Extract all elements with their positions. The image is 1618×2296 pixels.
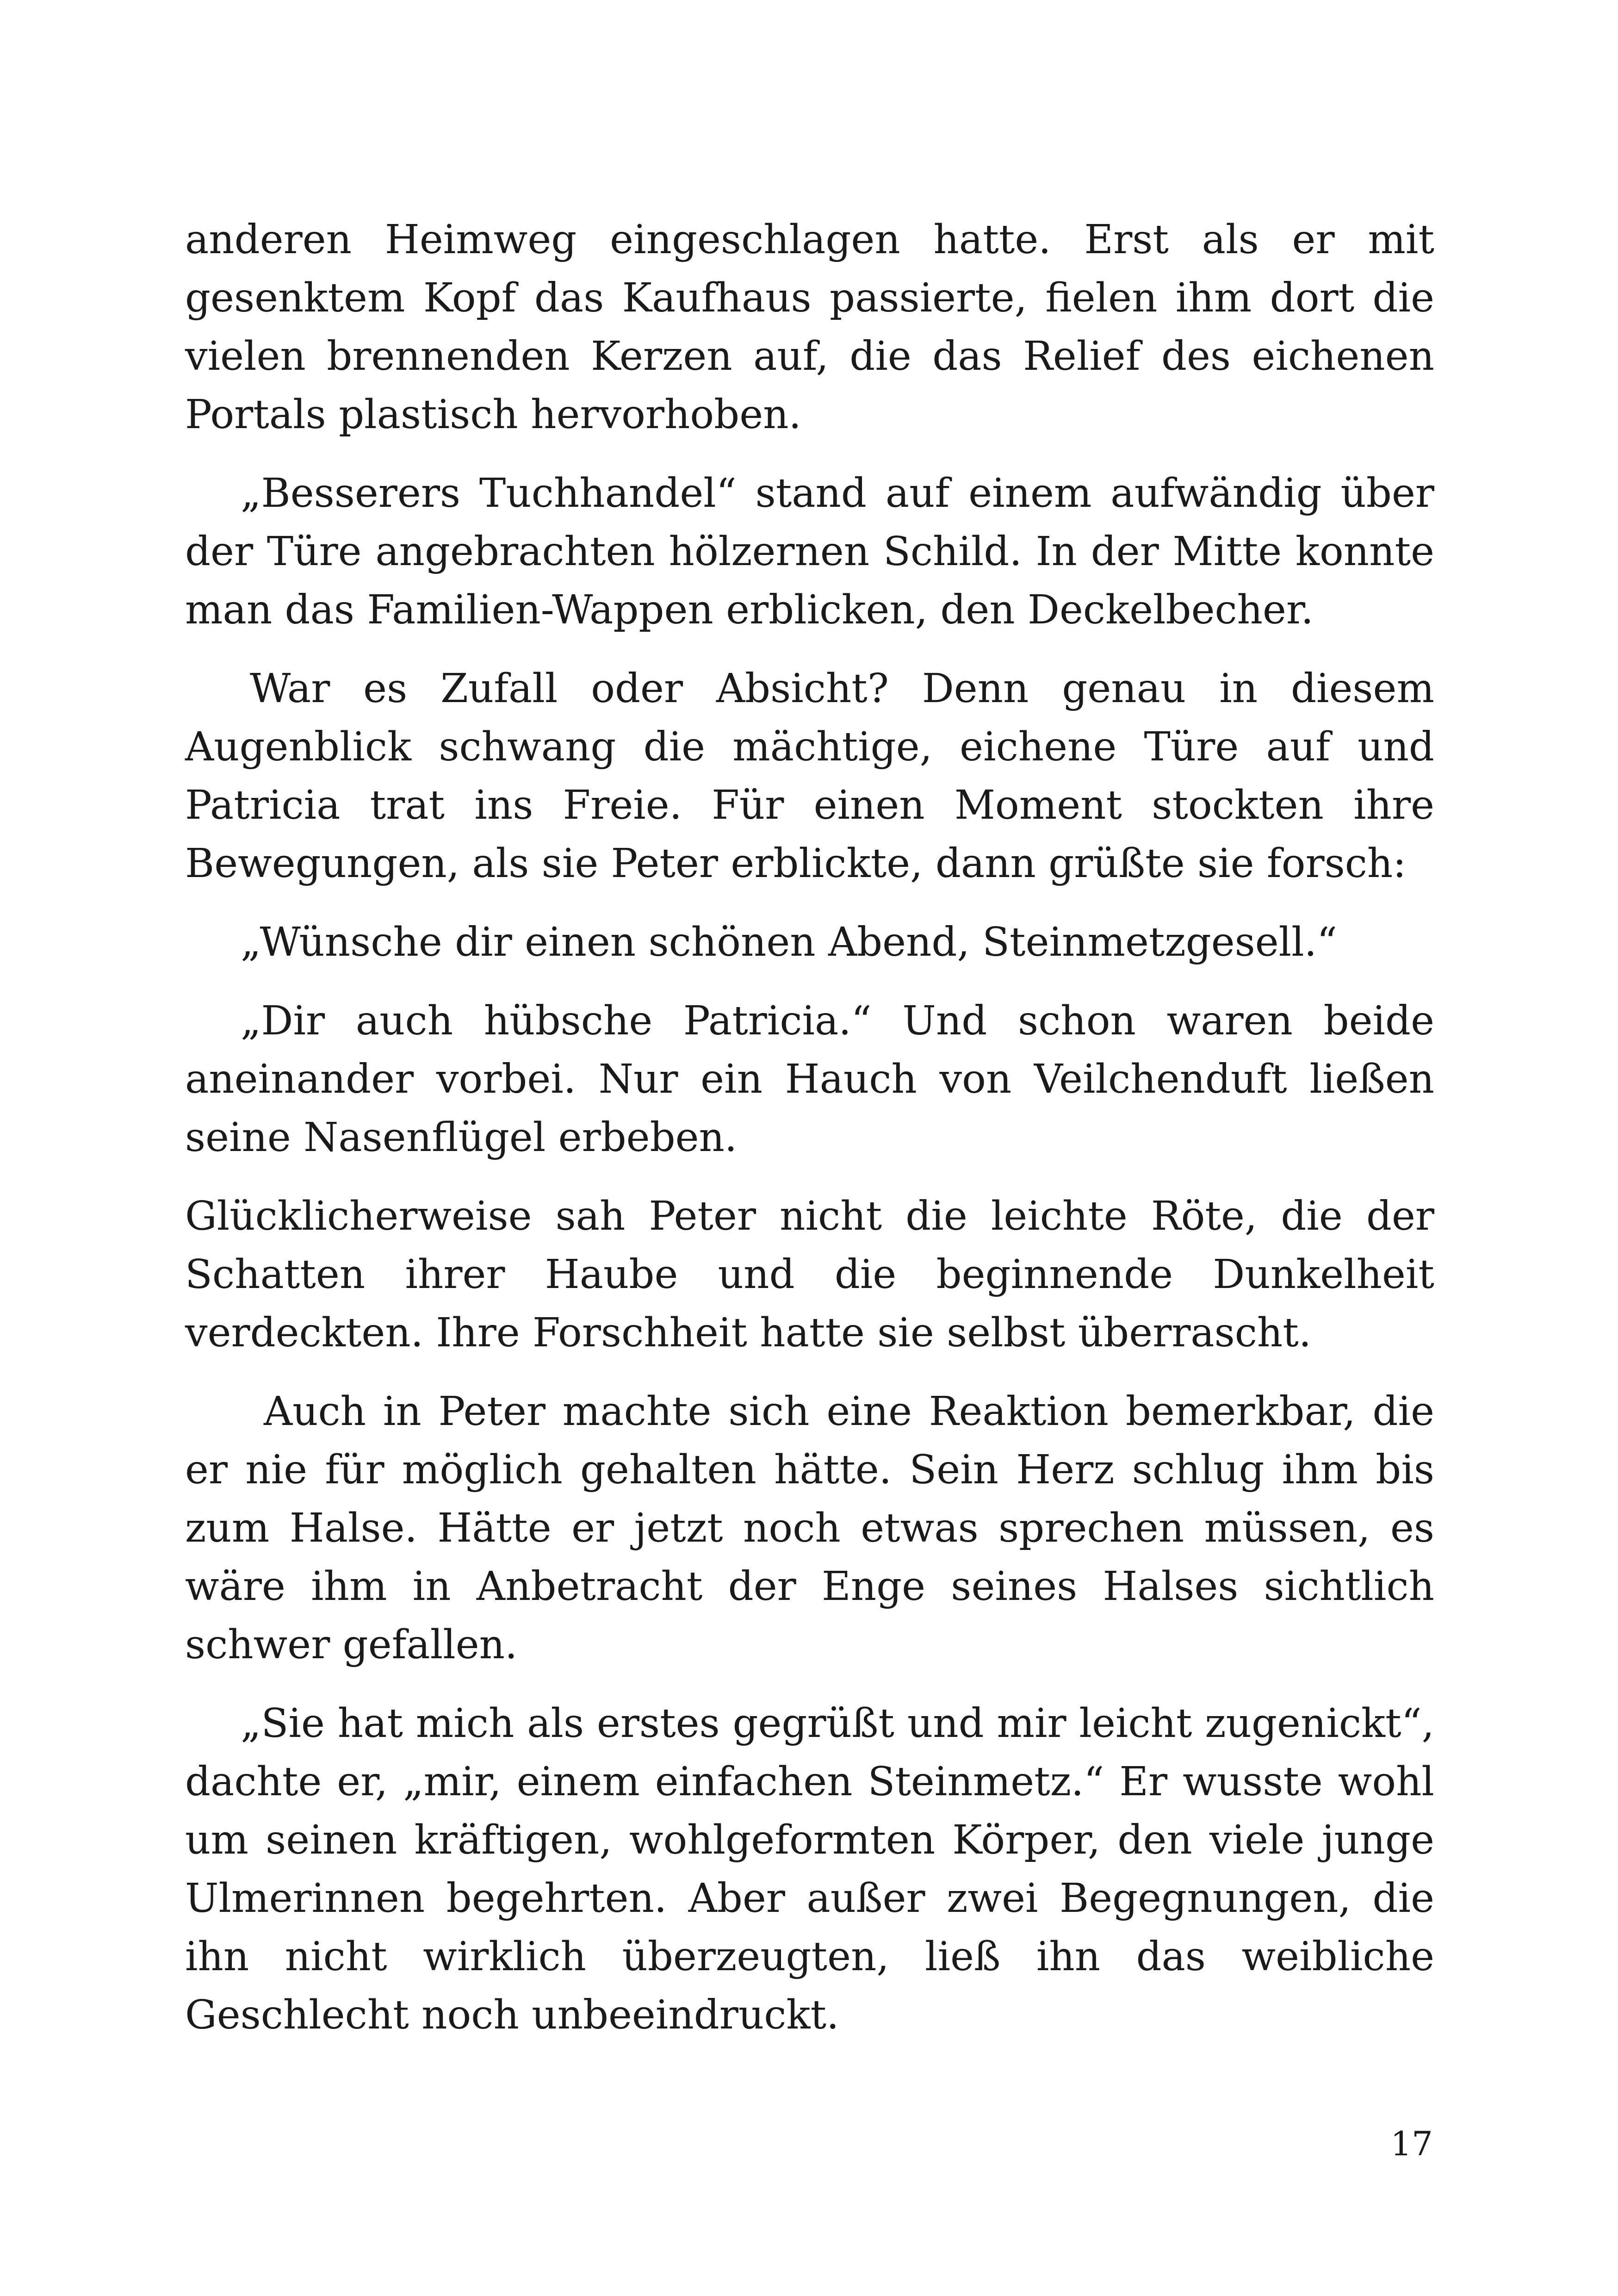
page-number: 17 — [1390, 2124, 1433, 2163]
paragraph-2: „Besserers Tuchhandel“ stand auf einem aufwändig über der Türe angebrachten hölzernen Schild. In der Mitte konnte man das Familien-Wappen erblicken, den Deckelbecher. — [185, 470, 1434, 633]
paragraph-1: anderen Heimweg eingeschlagen hatte. Erst als er mit gesenktem Kopf das Kaufhaus passierte, fielen ihm dort die vielen brennenden Kerzen auf, die das Relief des eichenen Portals plastisch hervorhoben. — [185, 217, 1434, 438]
paragraph-7: Auch in Peter machte sich eine Reaktion bemerkbar, die er nie für möglich gehalten hätte. Sein Herz schlug ihm bis zum Halse. Hätte er jetzt noch etwas sprechen müssen, es wäre ihm in Anbetracht der Enge seines Halses sichtlich schwer gefallen. — [185, 1388, 1434, 1668]
paragraph-4: „Wünsche dir einen schönen Abend, Steinmetzgesell.“ — [241, 919, 1337, 965]
paragraph-6: Glücklicherweise sah Peter nicht die leichte Röte, die der Schatten ihrer Haube und die beginnende Dunkelheit verdeckten. Ihre Forschheit hatte sie selbst überrascht. — [185, 1193, 1434, 1356]
body-text — [185, 211, 1434, 2065]
paragraph-3: War es Zufall oder Absicht? Denn genau in diesem Augenblick schwang die mächtige, eichene Türe auf und Patricia trat ins Freie. Für einen Moment stockten ihre Bewegungen, als sie Peter erblickte, dann grüßte sie forsch: — [185, 666, 1434, 887]
paragraph-5: „Dir auch hübsche Patricia.“ Und schon waren beide aneinander vorbei. Nur ein Hauch von Veilchenduft ließen seine Nasenflügel erbeben. — [185, 998, 1434, 1161]
paragraph-8: „Sie hat mich als erstes gegrüßt und mir leicht zugenickt“, dachte er, „mir, einem einfachen Steinmetz.“ Er wusste wohl um seinen kräftigen, wohlgeformten Körper, den viele junge Ulmerinnen begehrten. Aber außer zwei Begegnungen, die ihn nicht wirklich überzeugten, ließ ihn das weibliche Geschlecht noch unbeeindruckt. — [185, 1700, 1434, 2038]
